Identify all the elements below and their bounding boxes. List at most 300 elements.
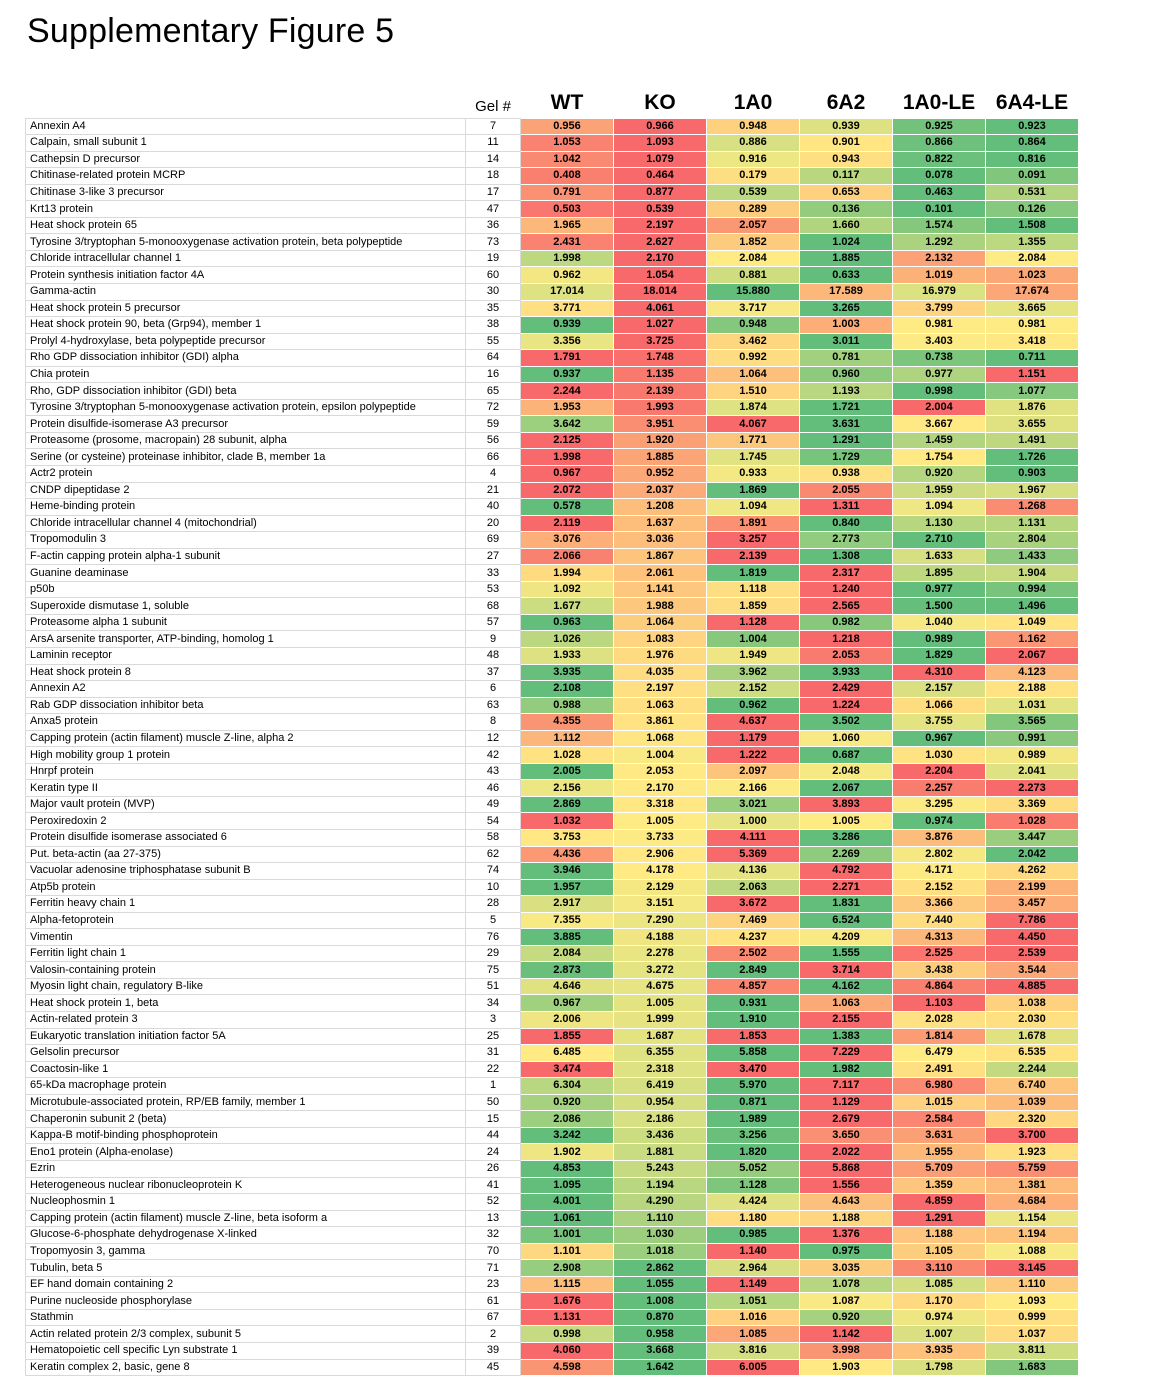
value-cell: 3.935 [521, 664, 614, 681]
value-cell: 3.151 [614, 896, 707, 913]
value-cell: 1.028 [986, 813, 1079, 830]
protein-name: Tyrosine 3/tryptophan 5-monooxygenase activation protein, beta polypeptide [26, 234, 466, 251]
value-cell: 0.539 [707, 184, 800, 201]
value-cell: 2.802 [893, 846, 986, 863]
value-cell: 1.115 [521, 1276, 614, 1293]
value-cell: 2.491 [893, 1061, 986, 1078]
value-cell: 0.633 [800, 267, 893, 284]
value-cell: 0.998 [521, 1326, 614, 1343]
value-cell: 1.193 [800, 383, 893, 400]
protein-name: Rho GDP dissociation inhibitor (GDI) alpha [26, 350, 466, 367]
value-cell: 2.157 [893, 681, 986, 698]
gel-number: 69 [466, 532, 521, 549]
value-cell: 1.039 [986, 1094, 1079, 1111]
value-cell: 2.139 [614, 383, 707, 400]
value-cell: 1.771 [707, 432, 800, 449]
value-cell: 0.289 [707, 201, 800, 218]
table-row [26, 118, 1079, 135]
value-cell: 1.355 [986, 234, 1079, 251]
gel-number: 47 [466, 201, 521, 218]
value-cell: 1.095 [521, 1177, 614, 1194]
value-cell: 1.061 [521, 1210, 614, 1227]
value-cell: 0.938 [800, 465, 893, 482]
protein-name: Alpha-fetoprotein [26, 912, 466, 929]
gel-number: 15 [466, 1111, 521, 1128]
value-cell: 2.197 [614, 217, 707, 234]
value-cell: 4.643 [800, 1194, 893, 1211]
value-cell: 1.208 [614, 499, 707, 516]
value-cell: 6.980 [893, 1078, 986, 1095]
value-cell: 2.132 [893, 250, 986, 267]
protein-name: Heat shock protein 5 precursor [26, 300, 466, 317]
value-cell: 2.119 [521, 515, 614, 532]
value-cell: 2.257 [893, 780, 986, 797]
table-row [26, 747, 1079, 764]
protein-name: Atp5b protein [26, 879, 466, 896]
value-cell: 17.014 [521, 283, 614, 300]
value-cell: 4.598 [521, 1359, 614, 1376]
value-cell: 1.829 [893, 648, 986, 665]
value-cell: 3.436 [614, 1127, 707, 1144]
value-cell: 1.001 [521, 1227, 614, 1244]
value-cell: 0.101 [893, 201, 986, 218]
value-cell: 1.051 [707, 1293, 800, 1310]
value-cell: 4.136 [707, 863, 800, 880]
value-cell: 1.094 [707, 499, 800, 516]
gel-number: 76 [466, 929, 521, 946]
value-cell: 7.290 [614, 912, 707, 929]
gel-number: 56 [466, 432, 521, 449]
value-cell: 0.989 [893, 631, 986, 648]
value-cell: 1.180 [707, 1210, 800, 1227]
table-row [26, 1094, 1079, 1111]
table-row [26, 432, 1079, 449]
value-cell: 1.066 [893, 697, 986, 714]
gel-column-header: Gel # [475, 97, 511, 115]
value-cell: 0.981 [893, 317, 986, 334]
value-cell: 3.356 [521, 333, 614, 350]
value-cell: 0.711 [986, 350, 1079, 367]
value-cell: 1.154 [986, 1210, 1079, 1227]
value-cell: 2.084 [986, 250, 1079, 267]
value-cell: 5.709 [893, 1160, 986, 1177]
value-cell: 1.112 [521, 730, 614, 747]
value-cell: 1.308 [800, 548, 893, 565]
gel-number: 68 [466, 598, 521, 615]
value-cell: 1.292 [893, 234, 986, 251]
value-cell: 1.037 [986, 1326, 1079, 1343]
value-cell: 2.067 [986, 648, 1079, 665]
table-row [26, 416, 1079, 433]
table-row [26, 763, 1079, 780]
value-cell: 1.381 [986, 1177, 1079, 1194]
table-row [26, 300, 1079, 317]
protein-name: Peroxiredoxin 2 [26, 813, 466, 830]
gel-number: 66 [466, 449, 521, 466]
value-cell: 2.170 [614, 780, 707, 797]
gel-number: 21 [466, 482, 521, 499]
value-cell: 0.991 [986, 730, 1079, 747]
value-cell: 3.474 [521, 1061, 614, 1078]
value-cell: 1.831 [800, 896, 893, 913]
value-cell: 1.729 [800, 449, 893, 466]
value-cell: 1.876 [986, 399, 1079, 416]
table-row [26, 1028, 1079, 1045]
protein-name: Tropomyosin 3, gamma [26, 1243, 466, 1260]
protein-name: Major vault protein (MVP) [26, 796, 466, 813]
value-cell: 2.244 [986, 1061, 1079, 1078]
table-row [26, 929, 1079, 946]
table-row [26, 730, 1079, 747]
value-cell: 1.311 [800, 499, 893, 516]
value-cell: 6.535 [986, 1045, 1079, 1062]
protein-name: Calpain, small subunit 1 [26, 135, 466, 152]
value-cell: 1.855 [521, 1028, 614, 1045]
table-row [26, 1078, 1079, 1095]
gel-number: 2 [466, 1326, 521, 1343]
table-row [26, 168, 1079, 185]
table-row [26, 1243, 1079, 1260]
value-cell: 1.660 [800, 217, 893, 234]
value-cell: 2.155 [800, 1012, 893, 1029]
protein-name: Put. beta-actin (aa 27-375) [26, 846, 466, 863]
value-cell: 1.110 [614, 1210, 707, 1227]
value-cell: 0.974 [893, 813, 986, 830]
value-cell: 4.237 [707, 929, 800, 946]
protein-name: Hematopoietic cell specific Lyn substrate 1 [26, 1342, 466, 1359]
value-cell: 7.355 [521, 912, 614, 929]
gel-number: 23 [466, 1276, 521, 1293]
value-cell: 3.631 [800, 416, 893, 433]
value-cell: 5.759 [986, 1160, 1079, 1177]
gel-number: 59 [466, 416, 521, 433]
value-cell: 3.893 [800, 796, 893, 813]
gel-number: 60 [466, 267, 521, 284]
value-cell: 2.964 [707, 1260, 800, 1277]
table-row [26, 515, 1079, 532]
value-cell: 1.018 [614, 1243, 707, 1260]
value-cell: 1.103 [893, 995, 986, 1012]
value-cell: 4.310 [893, 664, 986, 681]
value-cell: 1.068 [614, 730, 707, 747]
value-cell: 4.859 [893, 1194, 986, 1211]
value-cell: 1.093 [986, 1293, 1079, 1310]
gel-number: 19 [466, 250, 521, 267]
protein-name: Eukaryotic translation initiation factor 5A [26, 1028, 466, 1045]
gel-number: 52 [466, 1194, 521, 1211]
value-cell: 0.992 [707, 350, 800, 367]
value-cell: 0.999 [986, 1309, 1079, 1326]
value-cell: 4.262 [986, 863, 1079, 880]
value-cell: 2.271 [800, 879, 893, 896]
value-cell: 3.457 [986, 896, 1079, 913]
value-cell: 4.123 [986, 664, 1079, 681]
value-cell: 1.077 [986, 383, 1079, 400]
table-row [26, 267, 1079, 284]
gel-number: 8 [466, 714, 521, 731]
gel-number: 55 [466, 333, 521, 350]
value-cell: 3.462 [707, 333, 800, 350]
value-cell: 5.868 [800, 1160, 893, 1177]
value-cell: 3.036 [614, 532, 707, 549]
protein-name: Annexin A2 [26, 681, 466, 698]
gel-number: 58 [466, 830, 521, 847]
gel-number: 10 [466, 879, 521, 896]
value-cell: 2.139 [707, 548, 800, 565]
value-cell: 1.140 [707, 1243, 800, 1260]
value-cell: 4.646 [521, 978, 614, 995]
value-cell: 3.110 [893, 1260, 986, 1277]
value-cell: 3.438 [893, 962, 986, 979]
protein-name: Actin-related protein 3 [26, 1012, 466, 1029]
protein-name: Chloride intracellular channel 1 [26, 250, 466, 267]
table-row [26, 896, 1079, 913]
value-cell: 3.145 [986, 1260, 1079, 1277]
value-cell: 2.849 [707, 962, 800, 979]
value-cell: 4.171 [893, 863, 986, 880]
value-cell: 2.057 [707, 217, 800, 234]
value-cell: 2.152 [893, 879, 986, 896]
value-cell: 1.130 [893, 515, 986, 532]
protein-name: Purine nucleoside phosphorylase [26, 1293, 466, 1310]
value-cell: 3.076 [521, 532, 614, 549]
value-cell: 2.273 [986, 780, 1079, 797]
gel-number: 6 [466, 681, 521, 698]
table-row [26, 1012, 1079, 1029]
gel-number: 44 [466, 1127, 521, 1144]
value-cell: 3.265 [800, 300, 893, 317]
value-cell: 1.791 [521, 350, 614, 367]
value-cell: 2.188 [986, 681, 1079, 698]
value-cell: 1.953 [521, 399, 614, 416]
value-cell: 1.005 [614, 995, 707, 1012]
value-cell: 1.819 [707, 565, 800, 582]
gel-number: 51 [466, 978, 521, 995]
protein-name: Prolyl 4-hydroxylase, beta polypeptide precursor [26, 333, 466, 350]
protein-name: Krt13 protein [26, 201, 466, 218]
value-cell: 1.101 [521, 1243, 614, 1260]
value-cell: 0.903 [986, 465, 1079, 482]
protein-name: Protein synthesis initiation factor 4A [26, 267, 466, 284]
protein-name: Tropomodulin 3 [26, 532, 466, 549]
table-row [26, 201, 1079, 218]
value-cell: 0.943 [800, 151, 893, 168]
value-cell: 1.030 [614, 1227, 707, 1244]
protein-name: Superoxide dismutase 1, soluble [26, 598, 466, 615]
gel-number: 36 [466, 217, 521, 234]
gel-number: 73 [466, 234, 521, 251]
table-row [26, 581, 1079, 598]
protein-name: Annexin A4 [26, 118, 466, 135]
table-row [26, 465, 1079, 482]
gel-number: 57 [466, 614, 521, 631]
value-cell: 1.633 [893, 548, 986, 565]
value-cell: 0.136 [800, 201, 893, 218]
protein-name: Chitinase 3-like 3 precursor [26, 184, 466, 201]
value-cell: 1.491 [986, 432, 1079, 449]
value-cell: 2.917 [521, 896, 614, 913]
value-cell: 0.939 [800, 118, 893, 135]
gel-number: 45 [466, 1359, 521, 1376]
value-cell: 2.125 [521, 432, 614, 449]
value-cell: 3.366 [893, 896, 986, 913]
gel-number: 30 [466, 283, 521, 300]
gel-number: 28 [466, 896, 521, 913]
gel-number: 4 [466, 465, 521, 482]
value-cell: 6.005 [707, 1359, 800, 1376]
value-cell: 4.067 [707, 416, 800, 433]
value-cell: 3.447 [986, 830, 1079, 847]
value-cell: 1.118 [707, 581, 800, 598]
gel-number: 26 [466, 1160, 521, 1177]
value-cell: 1.028 [521, 747, 614, 764]
value-cell: 0.923 [986, 118, 1079, 135]
protein-name: Microtubule-associated protein, RP/EB family, member 1 [26, 1094, 466, 1111]
protein-name: Protein disulfide-isomerase A3 precursor [26, 416, 466, 433]
value-cell: 0.117 [800, 168, 893, 185]
value-cell: 1.105 [893, 1243, 986, 1260]
value-cell: 0.956 [521, 118, 614, 135]
value-cell: 1.079 [614, 151, 707, 168]
table-row [26, 614, 1079, 631]
value-cell: 2.084 [521, 945, 614, 962]
table-row [26, 250, 1079, 267]
value-cell: 0.816 [986, 151, 1079, 168]
value-cell: 2.565 [800, 598, 893, 615]
gel-number: 70 [466, 1243, 521, 1260]
gel-number: 42 [466, 747, 521, 764]
value-cell: 1.853 [707, 1028, 800, 1045]
gel-number: 53 [466, 581, 521, 598]
value-cell: 7.229 [800, 1045, 893, 1062]
gel-number: 43 [466, 763, 521, 780]
table-row [26, 1194, 1079, 1211]
value-cell: 1.042 [521, 151, 614, 168]
value-cell: 1.721 [800, 399, 893, 416]
protein-name: Vacuolar adenosine triphosphatase subunit B [26, 863, 466, 880]
protein-name: Kappa-B motif-binding phosphoprotein [26, 1127, 466, 1144]
gel-number: 65 [466, 383, 521, 400]
value-cell: 1.874 [707, 399, 800, 416]
gel-number: 63 [466, 697, 521, 714]
protein-name: Keratin complex 2, basic, gene 8 [26, 1359, 466, 1376]
value-cell: 0.864 [986, 135, 1079, 152]
gel-number: 18 [466, 168, 521, 185]
value-cell: 3.935 [893, 1342, 986, 1359]
value-cell: 1.920 [614, 432, 707, 449]
gel-number: 74 [466, 863, 521, 880]
value-cell: 5.052 [707, 1160, 800, 1177]
value-cell: 0.962 [521, 267, 614, 284]
value-cell: 2.129 [614, 879, 707, 896]
value-cell: 1.060 [800, 730, 893, 747]
protein-name: Protein disulfide isomerase associated 6 [26, 830, 466, 847]
value-cell: 2.429 [800, 681, 893, 698]
value-cell: 1.008 [614, 1293, 707, 1310]
protein-name: Proteasome (prosome, macropain) 28 subunit, alpha [26, 432, 466, 449]
value-cell: 1.998 [521, 250, 614, 267]
protein-name: Anxa5 protein [26, 714, 466, 731]
protein-name: Guanine deaminase [26, 565, 466, 582]
value-cell: 3.668 [614, 1342, 707, 1359]
value-cell: 1.998 [521, 449, 614, 466]
value-cell: 1.218 [800, 631, 893, 648]
gel-number: 24 [466, 1144, 521, 1161]
value-cell: 17.674 [986, 283, 1079, 300]
value-cell: 1.820 [707, 1144, 800, 1161]
table-row [26, 879, 1079, 896]
value-cell: 1.852 [707, 234, 800, 251]
value-cell: 2.028 [893, 1012, 986, 1029]
value-cell: 2.186 [614, 1111, 707, 1128]
value-cell: 1.359 [893, 1177, 986, 1194]
value-cell: 2.006 [521, 1012, 614, 1029]
value-cell: 3.876 [893, 830, 986, 847]
value-cell: 0.179 [707, 168, 800, 185]
table-row [26, 813, 1079, 830]
gel-number: 12 [466, 730, 521, 747]
value-cell: 6.419 [614, 1078, 707, 1095]
table-row [26, 1160, 1079, 1177]
value-cell: 1.064 [614, 614, 707, 631]
value-cell: 3.998 [800, 1342, 893, 1359]
value-cell: 1.500 [893, 598, 986, 615]
value-cell: 1.994 [521, 565, 614, 582]
value-cell: 1.383 [800, 1028, 893, 1045]
value-cell: 4.857 [707, 978, 800, 995]
value-cell: 1.151 [986, 366, 1079, 383]
value-cell: 0.939 [521, 317, 614, 334]
value-cell: 1.005 [800, 813, 893, 830]
value-cell: 1.078 [800, 1276, 893, 1293]
value-cell: 3.286 [800, 830, 893, 847]
table-row [26, 863, 1079, 880]
value-cell: 1.142 [800, 1326, 893, 1343]
value-cell: 2.048 [800, 763, 893, 780]
value-cell: 1.031 [986, 697, 1079, 714]
table-row [26, 1260, 1079, 1277]
value-cell: 3.021 [707, 796, 800, 813]
header-row [26, 85, 1079, 118]
value-cell: 0.916 [707, 151, 800, 168]
table-row [26, 1210, 1079, 1227]
value-cell: 1.027 [614, 317, 707, 334]
value-cell: 4.355 [521, 714, 614, 731]
value-cell: 4.637 [707, 714, 800, 731]
table-row [26, 697, 1079, 714]
value-cell: 4.178 [614, 863, 707, 880]
value-cell: 0.975 [800, 1243, 893, 1260]
value-cell: 1.083 [614, 631, 707, 648]
protein-name: Serine (or cysteine) proteinase inhibitor, clade B, member 1a [26, 449, 466, 466]
value-cell: 1.967 [986, 482, 1079, 499]
value-cell: 3.733 [614, 830, 707, 847]
value-cell: 0.948 [707, 118, 800, 135]
value-cell: 6.485 [521, 1045, 614, 1062]
value-cell: 2.170 [614, 250, 707, 267]
value-cell: 1.676 [521, 1293, 614, 1310]
value-cell: 2.005 [521, 763, 614, 780]
table-row [26, 631, 1079, 648]
value-cell: 4.209 [800, 929, 893, 946]
value-cell: 1.891 [707, 515, 800, 532]
protein-name: Heat shock protein 1, beta [26, 995, 466, 1012]
table-row [26, 846, 1079, 863]
protein-name: Chloride intracellular channel 4 (mitochondrial) [26, 515, 466, 532]
gel-number: 40 [466, 499, 521, 516]
column-header-1a0-le: 1A0-LE [902, 90, 976, 114]
value-cell: 1.637 [614, 515, 707, 532]
